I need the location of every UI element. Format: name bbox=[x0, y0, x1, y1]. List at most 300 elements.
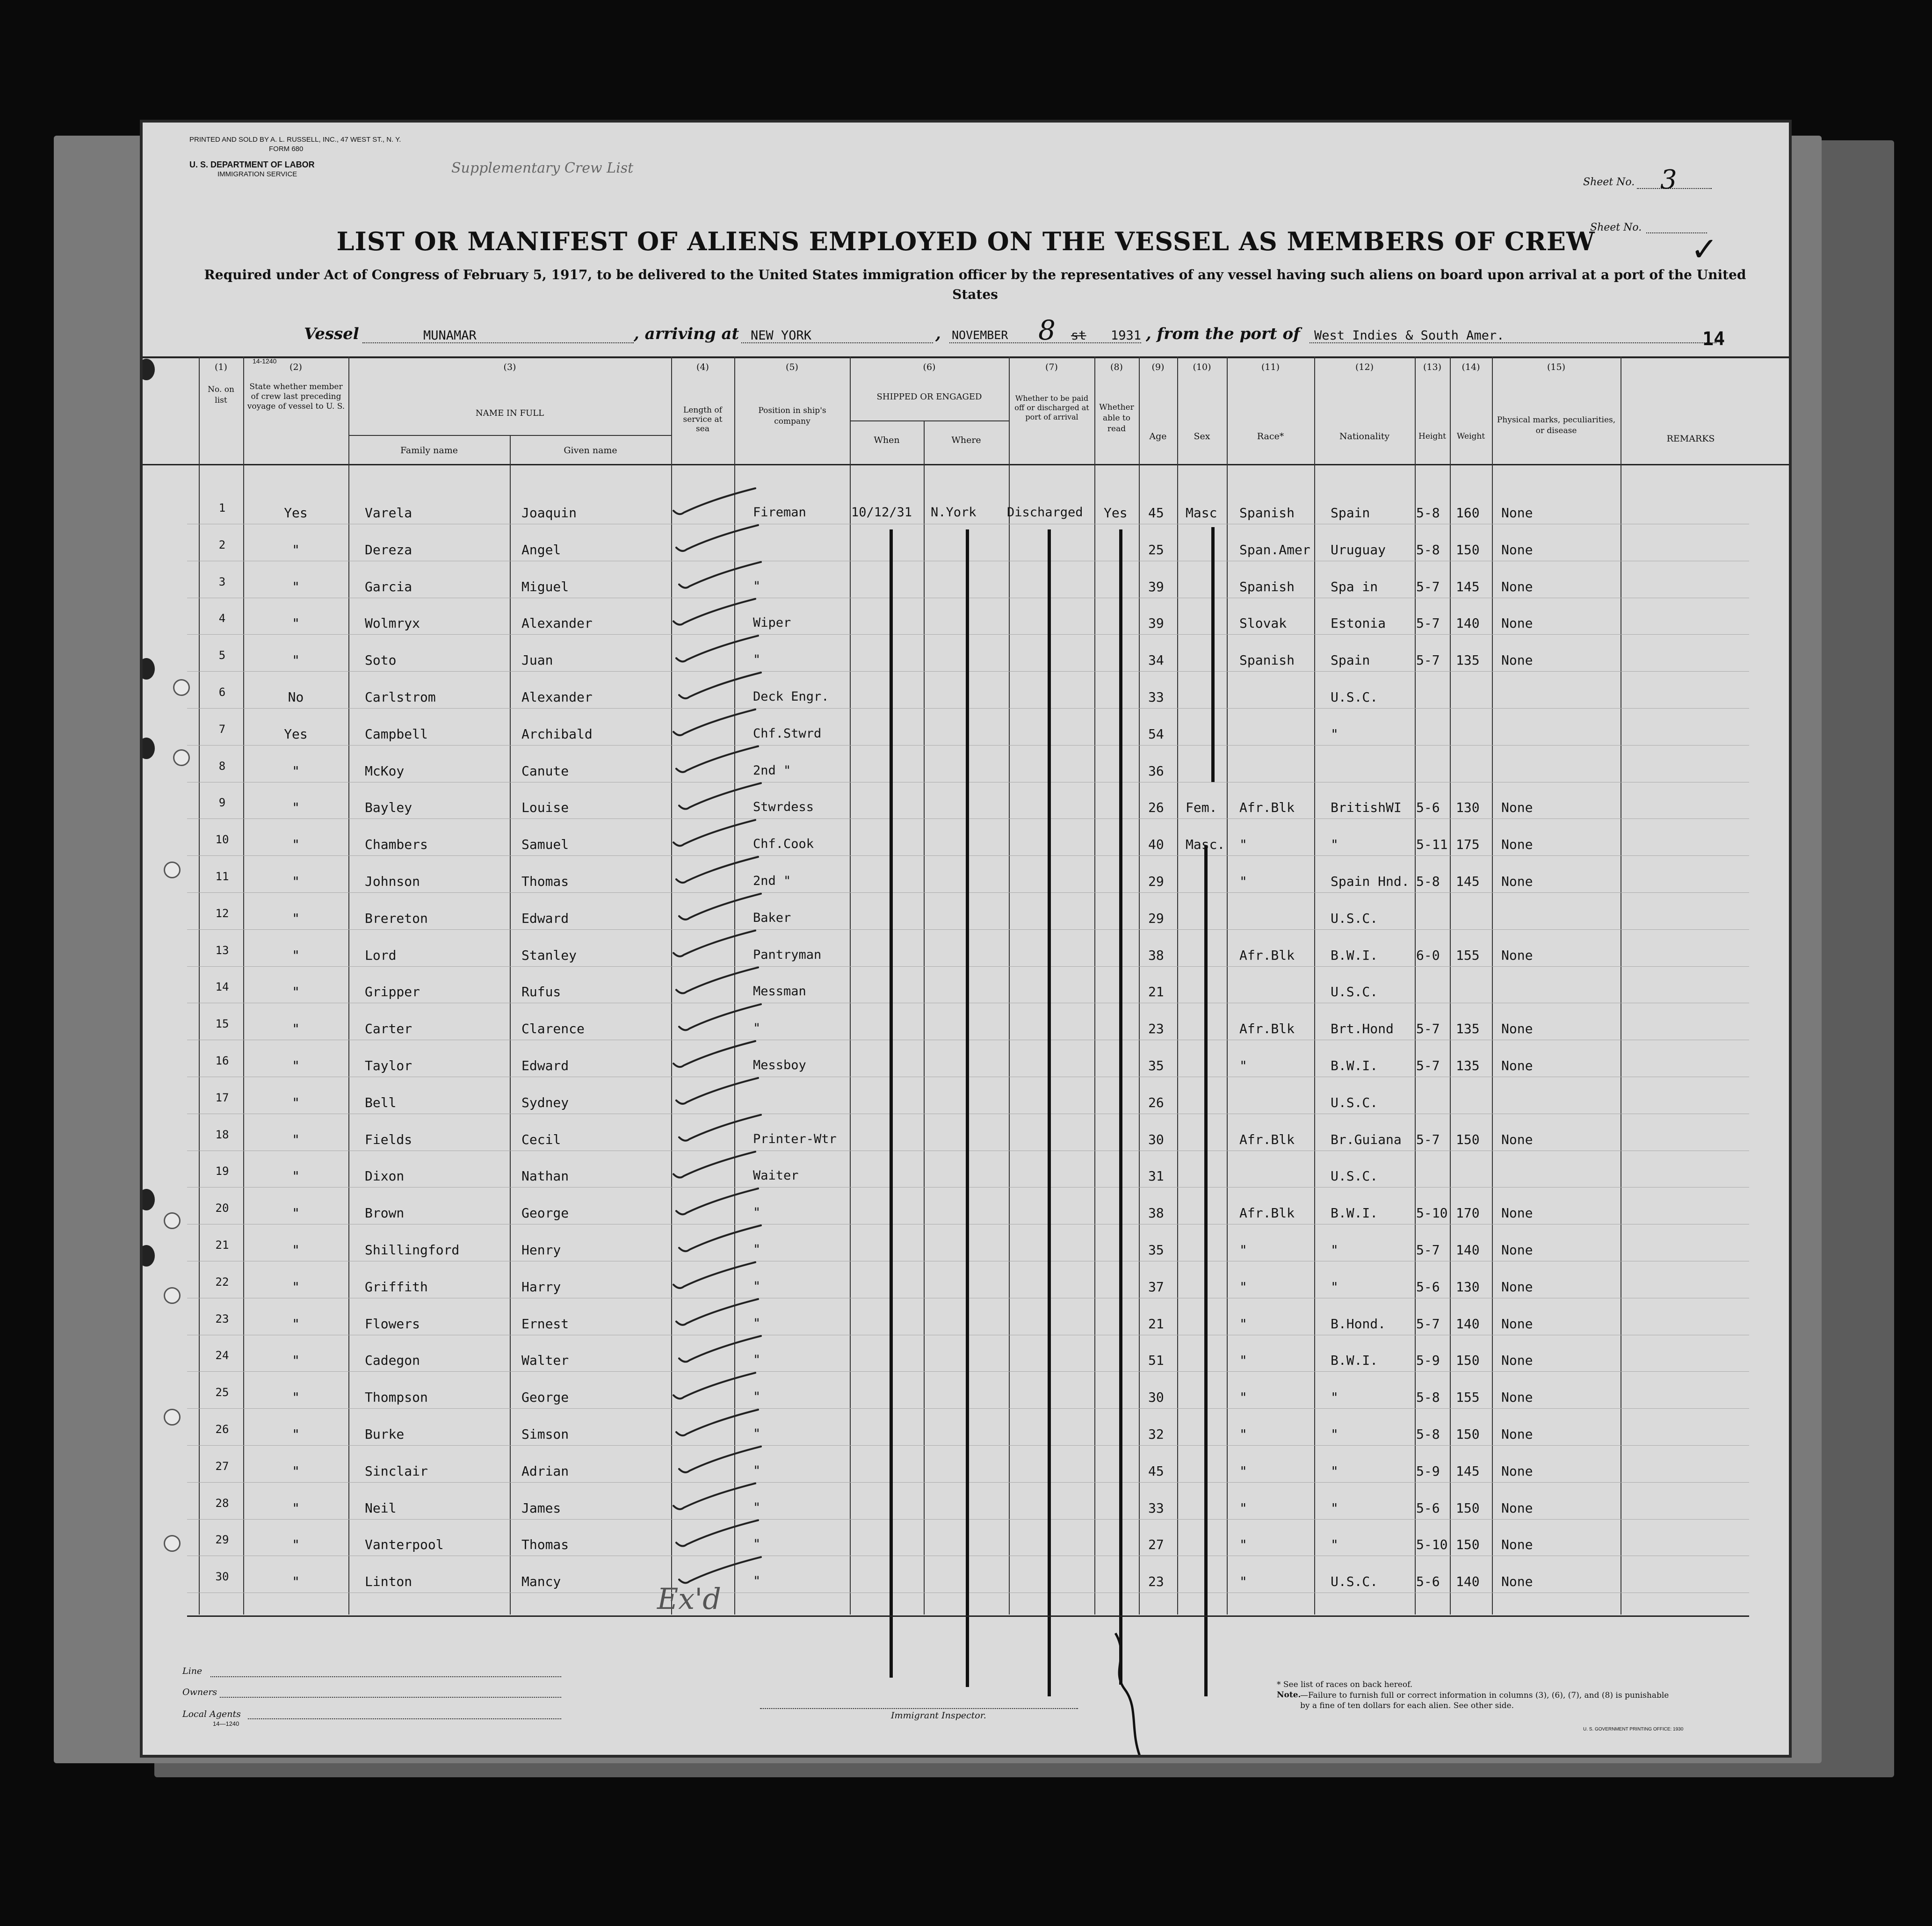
cell-nationality: Spa in bbox=[1331, 579, 1378, 594]
cell-age: 21 bbox=[1148, 1316, 1164, 1332]
cell-height: 5-6 bbox=[1416, 1500, 1440, 1516]
inspector-underline bbox=[760, 1708, 1078, 1709]
cell-position: 2nd " bbox=[753, 874, 791, 888]
header-height: Height bbox=[1418, 432, 1446, 441]
note-text: —Failure to furnish full or correct information in columns (3), (6), (7), and (8) is punishable by a fine of ten dollars for each alien. See other side. bbox=[1300, 1691, 1669, 1710]
binder-clip bbox=[143, 359, 155, 380]
cell-given: Adrian bbox=[521, 1463, 569, 1479]
line-label: Line bbox=[182, 1666, 203, 1676]
cell-age: 38 bbox=[1148, 1205, 1164, 1221]
page-title: LIST OR MANIFEST OF ALIENS EMPLOYED ON THE VESSEL AS MEMBERS OF CREW bbox=[336, 226, 1595, 256]
check-mark-30 bbox=[679, 1557, 761, 1583]
cell-position: " bbox=[753, 652, 761, 667]
cell-race: " bbox=[1239, 1242, 1247, 1258]
binder-clip bbox=[143, 658, 155, 680]
punch-hole bbox=[164, 1535, 181, 1552]
cell-prev: " bbox=[292, 800, 300, 816]
header-weight: Weight bbox=[1456, 432, 1485, 441]
table-top-rule bbox=[143, 356, 1789, 358]
signature: Ex'd bbox=[657, 1582, 721, 1616]
col-rule bbox=[924, 420, 925, 1615]
ditto-bar-when bbox=[890, 529, 893, 1678]
cell-marks: None bbox=[1501, 837, 1533, 853]
col-num-6: (6) bbox=[923, 362, 936, 372]
cell-weight: 170 bbox=[1456, 1205, 1480, 1221]
cell-prev: " bbox=[292, 1574, 300, 1590]
cell-given: Alexander bbox=[521, 689, 593, 705]
header-age: Age bbox=[1149, 431, 1167, 442]
cell-age: 36 bbox=[1148, 763, 1164, 779]
cell-race: Span.Amer bbox=[1239, 542, 1310, 558]
check-mark-18 bbox=[679, 1115, 761, 1141]
row-number: 3 bbox=[218, 575, 226, 588]
cell-given: Angel bbox=[521, 542, 561, 558]
cell-prev: " bbox=[292, 542, 300, 558]
page-subtitle: Required under Act of Congress of February 5, 1917, to be delivered to the United States immigration officer by the representatives of any vessel having such aliens on board upon arrival at a port of the United States bbox=[204, 267, 1746, 302]
owners-underline bbox=[220, 1697, 561, 1698]
check-mark-7 bbox=[673, 710, 755, 735]
cell-weight: 155 bbox=[1456, 1390, 1480, 1405]
cell-prev: " bbox=[292, 1058, 300, 1073]
cell-height: 5-7 bbox=[1416, 615, 1440, 631]
cell-nationality: B.W.I. bbox=[1331, 947, 1378, 963]
cell-position: " bbox=[753, 1205, 761, 1220]
cell-position: Pantryman bbox=[753, 947, 822, 962]
cell-prev: " bbox=[292, 1390, 300, 1405]
cell-given: Alexander bbox=[521, 615, 593, 631]
cell-marks: None bbox=[1501, 874, 1533, 889]
row-number: 5 bbox=[218, 649, 226, 662]
cell-race: Afr.Blk bbox=[1239, 1021, 1295, 1037]
cell-given: Samuel bbox=[521, 837, 569, 853]
cell-race: Afr.Blk bbox=[1239, 947, 1295, 963]
cell-given: Louise bbox=[521, 800, 569, 816]
punch-hole bbox=[164, 1212, 181, 1229]
cell-marks: None bbox=[1501, 615, 1533, 631]
cell-nationality: B.W.I. bbox=[1331, 1058, 1378, 1073]
arrival-port: NEW YORK bbox=[751, 328, 812, 343]
cell-marks: None bbox=[1501, 1574, 1533, 1590]
cell-race: " bbox=[1239, 1574, 1247, 1590]
cell-age: 21 bbox=[1148, 984, 1164, 1000]
cell-race: " bbox=[1239, 1353, 1247, 1368]
cell-race: Slovak bbox=[1239, 615, 1287, 631]
col-rule bbox=[850, 356, 851, 1615]
cell-position: " bbox=[753, 1537, 761, 1552]
check-mark-6 bbox=[679, 673, 761, 698]
cell-race: Afr.Blk bbox=[1239, 800, 1295, 816]
col-rule bbox=[1094, 356, 1095, 1615]
cell-family: Taylor bbox=[365, 1058, 412, 1073]
cell-nationality: U.S.C. bbox=[1331, 689, 1378, 705]
cell-age: 35 bbox=[1148, 1058, 1164, 1073]
handwritten-note: Supplementary Crew List bbox=[451, 160, 634, 176]
cell-nationality: B.W.I. bbox=[1331, 1205, 1378, 1221]
row-number: 6 bbox=[218, 686, 226, 699]
cell-weight: 135 bbox=[1456, 1058, 1480, 1073]
vessel-label: Vessel bbox=[304, 325, 359, 343]
cell-given: Joaquin bbox=[521, 505, 577, 521]
header-nationality: Nationality bbox=[1339, 431, 1390, 442]
agents-label: Local Agents bbox=[182, 1709, 241, 1719]
cell-marks: None bbox=[1501, 1463, 1533, 1479]
cell-prev: " bbox=[292, 1242, 300, 1258]
cell-position: " bbox=[753, 1500, 761, 1515]
cell-family: Fields bbox=[365, 1131, 412, 1147]
cell-family: Neil bbox=[365, 1500, 397, 1516]
cell-nationality: U.S.C. bbox=[1331, 1168, 1378, 1184]
cell-age: 30 bbox=[1148, 1390, 1164, 1405]
cell-position: Stwrdess bbox=[753, 800, 814, 815]
cell-position: " bbox=[753, 579, 761, 594]
cell-nationality: " bbox=[1331, 1242, 1339, 1258]
check-mark: ✓ bbox=[1691, 230, 1718, 268]
col-rule bbox=[1009, 356, 1010, 1615]
cell-age: 27 bbox=[1148, 1537, 1164, 1553]
header-when: When bbox=[874, 435, 900, 445]
check-mark-3 bbox=[679, 562, 761, 588]
cell-age: 29 bbox=[1148, 874, 1164, 889]
header-given-name: Given name bbox=[564, 445, 617, 456]
cell-given: Canute bbox=[521, 763, 569, 779]
cell-given: Cecil bbox=[521, 1131, 561, 1147]
cell-nationality: Spain Hnd. bbox=[1331, 874, 1410, 889]
cell-age: 51 bbox=[1148, 1353, 1164, 1368]
cell-position: Baker bbox=[753, 910, 791, 925]
cell-given: Sydney bbox=[521, 1094, 569, 1110]
cell-family: Bell bbox=[365, 1094, 397, 1110]
cell-nationality: U.S.C. bbox=[1331, 1094, 1378, 1110]
cell-family: Dixon bbox=[365, 1168, 405, 1184]
header-able-read: Whether able to read bbox=[1099, 403, 1134, 434]
cell-marks: None bbox=[1501, 800, 1533, 816]
cell-family: Dereza bbox=[365, 542, 412, 558]
row-number: 30 bbox=[215, 1570, 229, 1584]
cell-age: 45 bbox=[1148, 505, 1164, 521]
col-num-13: (13) bbox=[1423, 362, 1441, 372]
check-mark-25 bbox=[673, 1373, 755, 1398]
from-port: West Indies & South Amer. bbox=[1314, 328, 1505, 343]
cell-height: 5-8 bbox=[1416, 1390, 1440, 1405]
cell-age: 39 bbox=[1148, 615, 1164, 631]
cell-position: " bbox=[753, 1353, 761, 1368]
cell-race: " bbox=[1239, 1500, 1247, 1516]
cell-height: 5-7 bbox=[1416, 1021, 1440, 1037]
cell-prev: No bbox=[288, 689, 304, 705]
cell-family: Bayley bbox=[365, 800, 412, 816]
cell-race: Spanish bbox=[1239, 652, 1295, 668]
cell-height: 5-10 bbox=[1416, 1205, 1448, 1221]
cell-prev: " bbox=[292, 1316, 300, 1332]
cell-family: Garcia bbox=[365, 579, 412, 594]
cell-nationality: B.Hond. bbox=[1331, 1316, 1386, 1332]
cell-given: Clarence bbox=[521, 1021, 585, 1037]
cell-family: Carter bbox=[365, 1021, 412, 1037]
cell-family: Griffith bbox=[365, 1279, 428, 1295]
cell-nationality: Uruguay bbox=[1331, 542, 1386, 558]
cell-family: Brereton bbox=[365, 910, 428, 926]
cell-nationality: Spain bbox=[1331, 652, 1370, 668]
cell-height: 5-7 bbox=[1416, 1131, 1440, 1147]
row-number: 28 bbox=[215, 1496, 229, 1510]
cell-weight: 150 bbox=[1456, 1353, 1480, 1368]
cell-family: Johnson bbox=[365, 874, 420, 889]
cell-position: 2nd " bbox=[753, 763, 791, 778]
header-no-on-list: No. on list bbox=[208, 385, 234, 405]
ditto-bar-sex-top bbox=[1211, 527, 1215, 782]
col-rule bbox=[1314, 356, 1315, 1615]
check-mark-17 bbox=[676, 1078, 758, 1104]
cell-prev: " bbox=[292, 947, 300, 963]
cell-nationality: BritishWI bbox=[1331, 800, 1402, 816]
row-number: 2 bbox=[218, 538, 226, 551]
row-number: 7 bbox=[218, 722, 226, 736]
cell-given: Ernest bbox=[521, 1316, 569, 1332]
sheet-number: 3 bbox=[1660, 165, 1677, 195]
cell-position: Chf.Stwrd bbox=[753, 726, 822, 741]
cell-age: 23 bbox=[1148, 1574, 1164, 1590]
cell-position: Printer-Wtr bbox=[753, 1131, 837, 1146]
cell-nationality: " bbox=[1331, 1500, 1339, 1516]
cell-family: McKoy bbox=[365, 763, 405, 779]
cell-family: Linton bbox=[365, 1574, 412, 1590]
header-paid-off: Whether to be paid off or discharged at port of arrival bbox=[1014, 394, 1089, 421]
cell-nationality: " bbox=[1331, 1390, 1339, 1405]
punch-hole bbox=[173, 749, 190, 766]
cell-given: Archibald bbox=[521, 726, 593, 742]
cell-age: 32 bbox=[1148, 1426, 1164, 1442]
cell-prev: " bbox=[292, 615, 300, 631]
row-number: 17 bbox=[215, 1091, 229, 1104]
cell-weight: 135 bbox=[1456, 1021, 1480, 1037]
check-mark-22 bbox=[673, 1262, 755, 1288]
cell-given: James bbox=[521, 1500, 561, 1516]
row-number: 15 bbox=[215, 1017, 229, 1031]
cell-age: 33 bbox=[1148, 1500, 1164, 1516]
cell-age: 45 bbox=[1148, 1463, 1164, 1479]
binder-clip bbox=[143, 738, 155, 759]
vessel-name: MUNAMAR bbox=[423, 328, 477, 343]
cell-race: " bbox=[1239, 1058, 1247, 1073]
page-number: 14 bbox=[1702, 328, 1725, 350]
ditto-bar-where bbox=[966, 529, 969, 1687]
cell-position: Messman bbox=[753, 984, 806, 999]
arrival-year: 1931 bbox=[1111, 328, 1142, 343]
check-mark-13 bbox=[673, 931, 755, 956]
cell-weight: 140 bbox=[1456, 1242, 1480, 1258]
cell-marks: None bbox=[1501, 1021, 1533, 1037]
cell-height: 5-9 bbox=[1416, 1463, 1440, 1479]
vessel-line bbox=[362, 342, 634, 343]
header-sex: Sex bbox=[1194, 431, 1210, 442]
cell-position: " bbox=[753, 1242, 761, 1257]
cell-height: 5-10 bbox=[1416, 1537, 1448, 1553]
cell-prev: " bbox=[292, 1094, 300, 1110]
col-rule bbox=[1492, 356, 1493, 1615]
cell-age: 31 bbox=[1148, 1168, 1164, 1184]
cell-nationality: " bbox=[1331, 1279, 1339, 1295]
cell-sex: Masc. bbox=[1186, 837, 1225, 853]
cell-race: " bbox=[1239, 1537, 1247, 1553]
cell-where: N.York bbox=[931, 505, 977, 520]
cell-weight: 150 bbox=[1456, 542, 1480, 558]
col-num-2: (2) bbox=[289, 362, 302, 372]
cell-read: Yes bbox=[1104, 505, 1128, 521]
row-number: 10 bbox=[215, 833, 229, 847]
cell-race: " bbox=[1239, 874, 1247, 889]
col-num-4: (4) bbox=[696, 362, 709, 372]
race-note: * See list of races on back hereof. bbox=[1277, 1680, 1413, 1689]
col-rule bbox=[199, 356, 200, 1615]
row-number: 26 bbox=[215, 1423, 229, 1436]
cell-prev: " bbox=[292, 1353, 300, 1368]
cell-nationality: B.W.I. bbox=[1331, 1353, 1378, 1368]
cell-weight: 130 bbox=[1456, 800, 1480, 816]
note-label: Note. bbox=[1277, 1690, 1301, 1700]
date-comma: , bbox=[935, 325, 941, 343]
col-rule bbox=[1227, 356, 1228, 1615]
cell-weight: 160 bbox=[1456, 505, 1480, 521]
row-number: 19 bbox=[215, 1165, 229, 1178]
header-race: Race* bbox=[1257, 431, 1284, 442]
row-number: 13 bbox=[215, 943, 229, 957]
cell-position: " bbox=[753, 1021, 761, 1036]
inspector-label: Immigrant Inspector. bbox=[891, 1710, 986, 1721]
header-family-name: Family name bbox=[400, 445, 458, 456]
header-remarks: REMARKS bbox=[1666, 434, 1715, 444]
cell-marks: None bbox=[1501, 1242, 1533, 1258]
punch-hole bbox=[164, 1287, 181, 1304]
cell-weight: 150 bbox=[1456, 1426, 1480, 1442]
cell-weight: 130 bbox=[1456, 1279, 1480, 1295]
cell-height: 5-8 bbox=[1416, 874, 1440, 889]
cell-family: Burke bbox=[365, 1426, 405, 1442]
line-underline bbox=[210, 1676, 561, 1677]
check-mark-9 bbox=[679, 783, 761, 809]
cell-race: " bbox=[1239, 837, 1247, 853]
pen-stroke bbox=[1097, 1629, 1153, 1755]
cell-race: " bbox=[1239, 1463, 1247, 1479]
cell-position: Chf.Cook bbox=[753, 837, 814, 852]
form-number: FORM 680 bbox=[269, 145, 304, 153]
cell-family: Sinclair bbox=[365, 1463, 428, 1479]
cell-position: Wiper bbox=[753, 615, 791, 630]
cell-given: Miguel bbox=[521, 579, 569, 594]
cell-prev: " bbox=[292, 984, 300, 1000]
service-name: IMMIGRATION SERVICE bbox=[217, 170, 297, 178]
cell-paid: Discharged bbox=[1007, 505, 1083, 520]
col-num-8: (8) bbox=[1110, 362, 1123, 372]
cell-nationality: Brt.Hond bbox=[1331, 1021, 1394, 1037]
cell-race: Afr.Blk bbox=[1239, 1131, 1295, 1147]
check-mark-27 bbox=[679, 1447, 761, 1472]
cell-height: 5-8 bbox=[1416, 505, 1440, 521]
cell-given: Edward bbox=[521, 910, 569, 926]
cell-given: Juan bbox=[521, 652, 553, 668]
check-mark-8 bbox=[676, 746, 758, 772]
check-mark-2 bbox=[676, 525, 758, 551]
header-position: Position in ship's company bbox=[758, 406, 826, 426]
cell-given: Stanley bbox=[521, 947, 577, 963]
cell-given: Edward bbox=[521, 1058, 569, 1073]
ditto-bar-read bbox=[1119, 529, 1122, 1685]
cell-marks: None bbox=[1501, 1058, 1533, 1073]
cell-position: " bbox=[753, 1316, 761, 1331]
cell-marks: None bbox=[1501, 1316, 1533, 1332]
col-num-11: (11) bbox=[1261, 362, 1280, 372]
row-number: 25 bbox=[215, 1386, 229, 1399]
cell-height: 5-6 bbox=[1416, 1279, 1440, 1295]
col-num-5: (5) bbox=[786, 362, 798, 372]
cell-prev: " bbox=[292, 652, 300, 668]
cell-nationality: U.S.C. bbox=[1331, 1574, 1378, 1590]
cell-prev: " bbox=[292, 1463, 300, 1479]
cell-nationality: " bbox=[1331, 837, 1339, 853]
cell-weight: 155 bbox=[1456, 947, 1480, 963]
check-mark-28 bbox=[673, 1484, 755, 1509]
cell-position: Fireman bbox=[753, 505, 806, 520]
col-num-3: (3) bbox=[503, 362, 516, 372]
agents-underline bbox=[248, 1718, 561, 1719]
check-mark-24 bbox=[679, 1336, 761, 1361]
cell-prev: " bbox=[292, 1131, 300, 1147]
agents-code: 14—1240 bbox=[213, 1720, 239, 1727]
header-name-in-full: NAME IN FULL bbox=[475, 408, 544, 418]
row-number: 1 bbox=[218, 501, 226, 514]
sheet-label: Sheet No. bbox=[1583, 176, 1635, 188]
cell-height: 5-7 bbox=[1416, 1058, 1440, 1073]
department-name: U. S. DEPARTMENT OF LABOR bbox=[189, 160, 315, 169]
cell-height: 5-9 bbox=[1416, 1353, 1440, 1368]
row-number: 20 bbox=[215, 1202, 229, 1215]
cell-weight: 175 bbox=[1456, 837, 1480, 853]
row-number: 8 bbox=[218, 759, 226, 773]
cell-family: Thompson bbox=[365, 1390, 428, 1405]
cell-prev: Yes bbox=[284, 505, 308, 521]
check-marks bbox=[669, 464, 781, 1699]
punch-hole bbox=[164, 862, 181, 878]
row-number: 4 bbox=[218, 612, 226, 625]
cell-age: 54 bbox=[1148, 726, 1164, 742]
check-mark-5 bbox=[676, 636, 758, 661]
cell-position: Waiter bbox=[753, 1168, 799, 1183]
check-mark-1 bbox=[673, 488, 755, 514]
cell-age: 26 bbox=[1148, 1094, 1164, 1110]
cell-given: Thomas bbox=[521, 1537, 569, 1553]
cell-age: 23 bbox=[1148, 1021, 1164, 1037]
cell-height: 5-7 bbox=[1416, 652, 1440, 668]
cell-height: 6-0 bbox=[1416, 947, 1440, 963]
cell-prev: " bbox=[292, 1500, 300, 1516]
cell-weight: 135 bbox=[1456, 652, 1480, 668]
shipped-split-rule bbox=[850, 420, 1009, 421]
row-number: 23 bbox=[215, 1312, 229, 1325]
cell-height: 5-6 bbox=[1416, 800, 1440, 816]
gpo-credit: U. S. GOVERNMENT PRINTING OFFICE: 1930 bbox=[1583, 1727, 1684, 1732]
from-label: , from the port of bbox=[1146, 325, 1300, 343]
cell-age: 38 bbox=[1148, 947, 1164, 963]
check-mark-20 bbox=[676, 1188, 758, 1214]
cell-prev: " bbox=[292, 1279, 300, 1295]
row-number: 21 bbox=[215, 1238, 229, 1252]
cell-family: Flowers bbox=[365, 1316, 420, 1332]
row-number: 11 bbox=[215, 870, 229, 883]
cell-sex: Fem. bbox=[1186, 800, 1217, 816]
cell-sex: Masc bbox=[1186, 505, 1217, 521]
header-state-whether: State whether member of crew last preceding voyage of vessel to U. S. bbox=[247, 382, 345, 411]
cell-marks: None bbox=[1501, 1390, 1533, 1405]
cell-height: 5-8 bbox=[1416, 542, 1440, 558]
